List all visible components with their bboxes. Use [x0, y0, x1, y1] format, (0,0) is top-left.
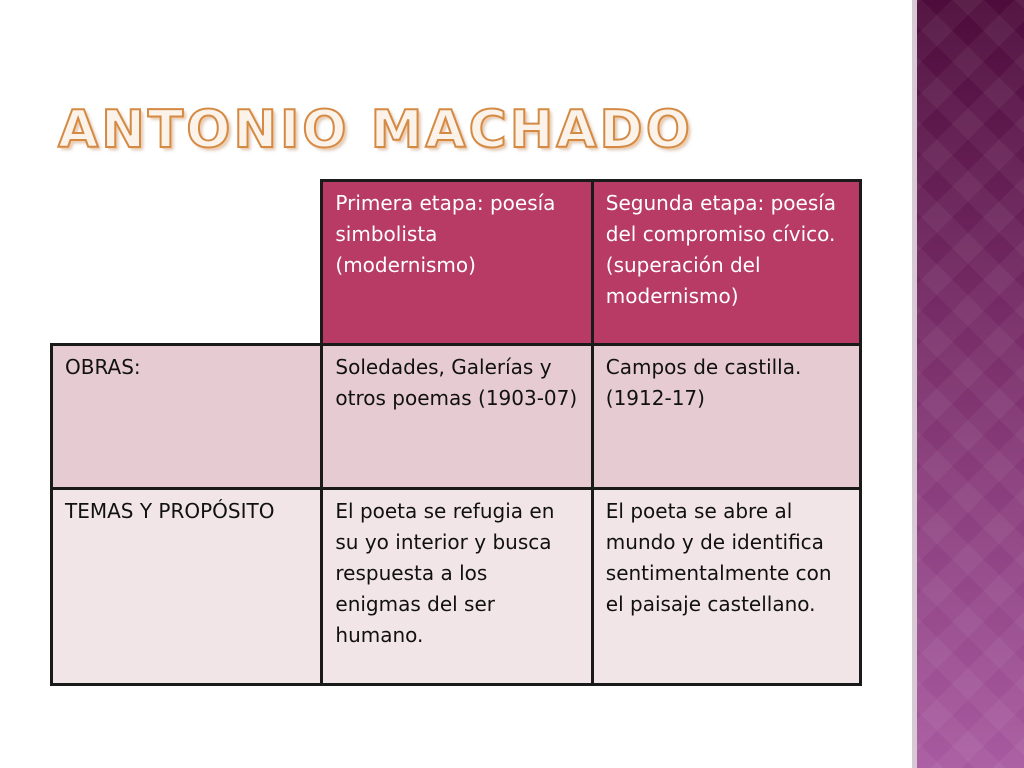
row-label-temas: TEMAS Y PROPÓSITO [52, 489, 322, 685]
cell-temas-stage2: El poeta se abre al mundo y de identifica sentimentalmente con el paisaje castellano. [592, 489, 860, 685]
slide-title: ANTONIO MACHADO [58, 100, 693, 160]
header-cell-stage2: Segunda etapa: poesía del compromiso cívico. (superación del modernismo) [592, 181, 860, 345]
cell-obras-stage1: Soledades, Galerías y otros poemas (1903-07) [322, 345, 592, 489]
header-row [52, 181, 861, 345]
stages-table [50, 179, 862, 686]
header-cell-stage1: Primera etapa: poesía simbolista (modernismo) [322, 181, 592, 345]
row-label-obras: OBRAS: [52, 345, 322, 489]
decorative-side-band [912, 0, 1024, 768]
cell-temas-stage1: El poeta se refugia en su yo interior y busca respuesta a los enigmas del ser humano. [322, 489, 592, 685]
table-row-temas [52, 489, 861, 685]
side-band-edge [912, 0, 917, 768]
table-row-obras [52, 345, 861, 489]
empty-corner-cell [52, 181, 322, 345]
cell-obras-stage2: Campos de castilla. (1912-17) [592, 345, 860, 489]
